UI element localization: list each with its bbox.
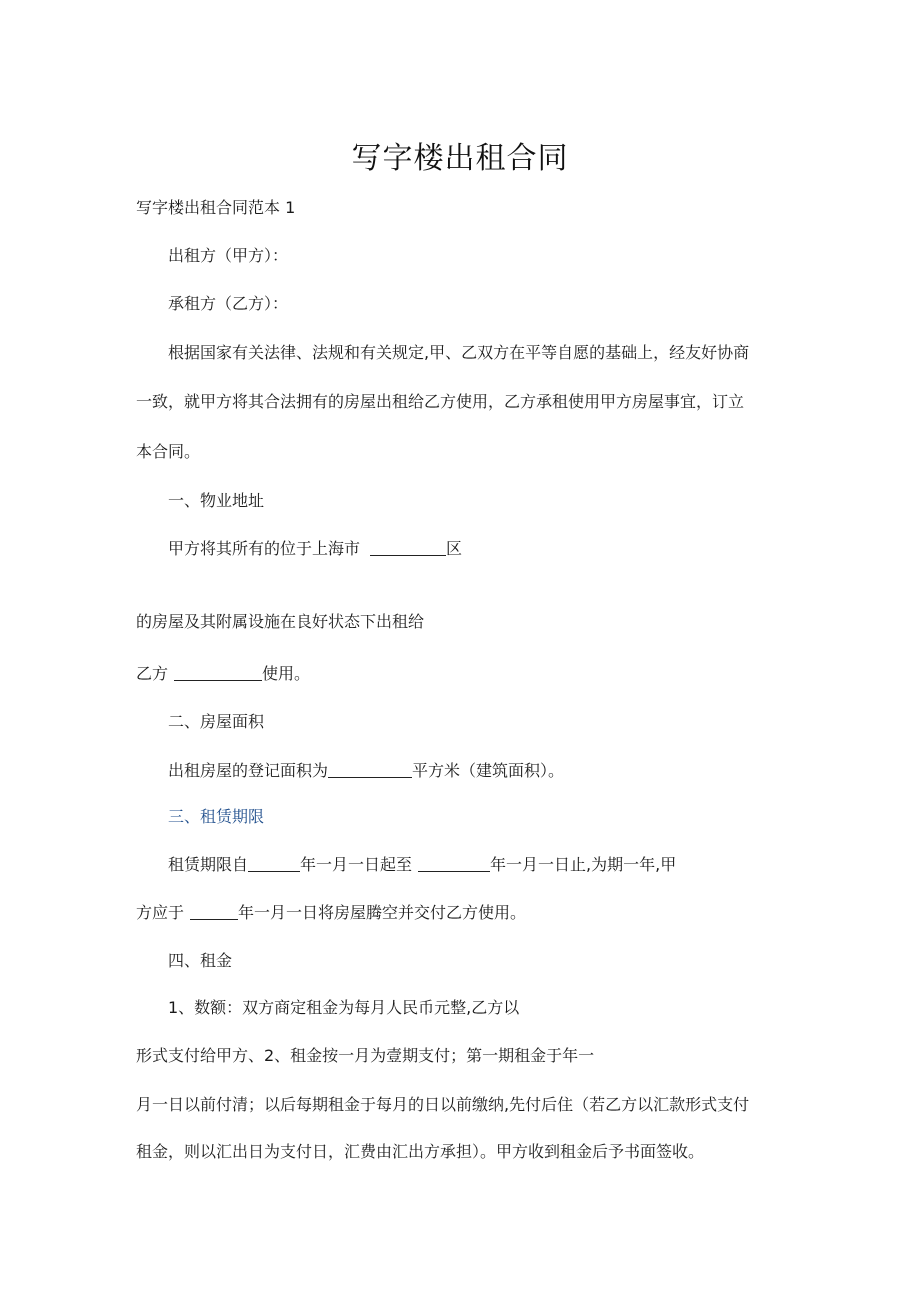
document-title: 写字楼出租合同 [351,141,569,176]
intro-line-3: 本合同。 [136,442,201,461]
section-1-line-1-post: 区 [446,539,463,558]
intro-line-1: 根据国家有关法律、法规和有关规定,甲、乙双方在平等自愿的基础上，经友好协商 [168,343,750,362]
section-1-line-1-pre: 甲方将其所有的位于上海市 [168,539,361,558]
section-4-heading: 四、租金 [168,951,233,970]
section-2-line-1 [168,760,564,782]
section-1-line-1 [168,538,462,560]
section-3-line-2-b: 年一月一日将房屋腾空并交付乙方使用。 [238,903,527,922]
section-3-line-2-a: 方应于 [136,903,185,922]
end-year-blank [418,855,490,872]
area-blank [328,761,412,778]
district-blank [370,539,446,556]
section-2-line-1-post: 平方米（建筑面积）。 [412,761,565,780]
handover-year-blank [190,903,238,920]
section-3-line-1 [168,854,676,876]
section-1-line-3-post: 使用。 [262,664,311,683]
start-year-blank [248,855,300,872]
party-a-label: 出租方（甲方）： [168,246,289,265]
section-2-heading: 二、房屋面积 [168,712,265,731]
section-1-line-2: 的房屋及其附属设施在良好状态下出租给 [136,612,425,631]
section-3-line-1-a: 租赁期限自 [168,855,249,874]
section-2-line-1-pre: 出租房屋的登记面积为 [168,761,329,780]
section-1-heading: 一、物业地址 [168,491,265,510]
section-3-line-1-c: 年一月一日止,为期一年,甲 [490,855,677,874]
section-4-line-3: 月一日以前付清；以后每期租金于每月的日以前缴纳,先付后住（若乙方以汇款形式支付 [136,1095,750,1114]
section-1-line-3-pre: 乙方 [136,664,169,683]
section-3-line-1-b: 年一月一日起至 [300,855,413,874]
section-3-line-2 [136,902,526,924]
section-1-line-3 [136,663,310,685]
section-4-line-4: 租金，则以汇出日为支付日，汇费由汇出方承担）。甲方收到租金后予书面签收。 [136,1142,705,1161]
section-3-heading: 三、租赁期限 [168,807,265,826]
section-4-line-1: 1、数额：双方商定租金为每月人民币元整,乙方以 [168,998,520,1017]
subtitle: 写字楼出租合同范本 1 [136,198,296,217]
lessee-blank [174,664,262,681]
section-4-line-2: 形式支付给甲方、2、租金按一月为壹期支付；第一期租金于年一 [136,1046,595,1065]
intro-line-2: 一致，就甲方将其合法拥有的房屋出租给乙方使用，乙方承租使用甲方房屋事宜，订立 [136,392,745,411]
party-b-label: 承租方（乙方）： [168,294,289,313]
